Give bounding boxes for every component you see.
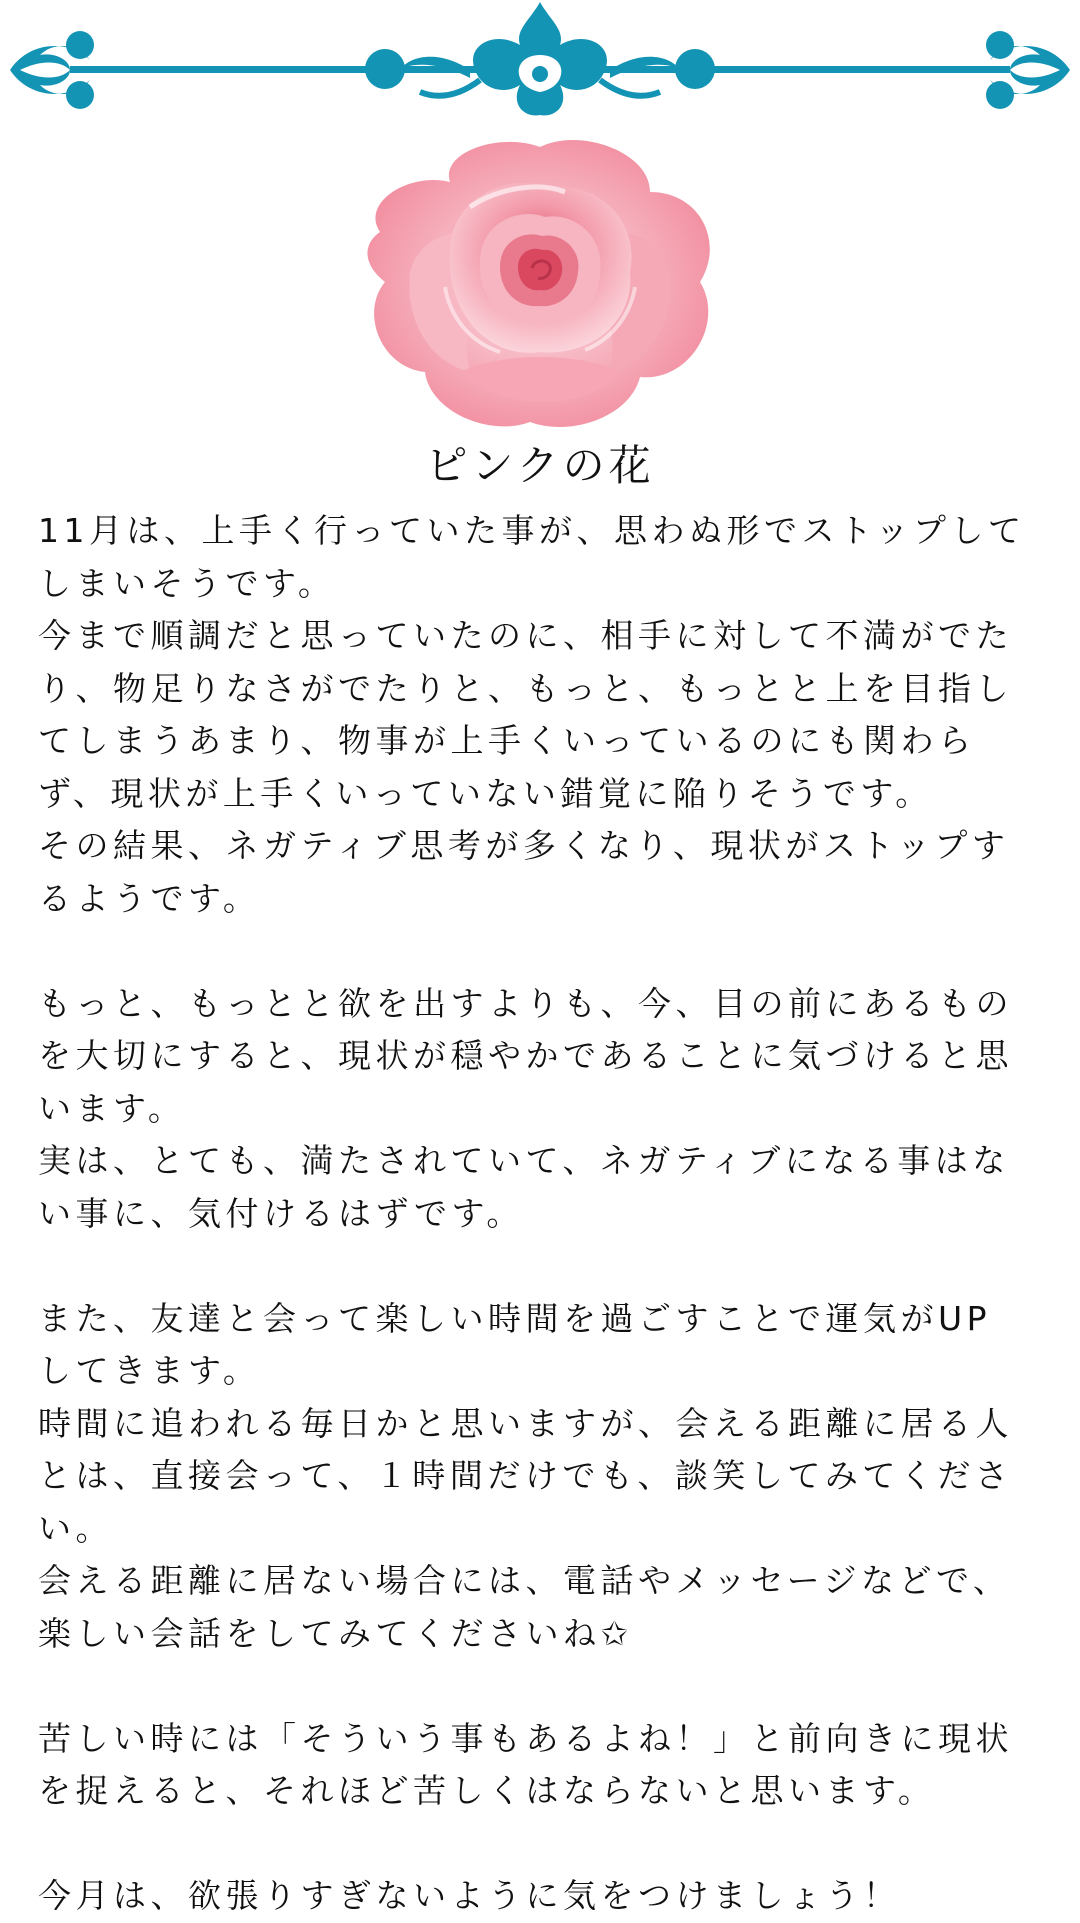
text-line: り、物足りなさがでたりと、もっと、もっとと上を目指し xyxy=(38,668,1013,708)
text-line: 楽しい会話をしてみてくださいね✩ xyxy=(38,1613,633,1653)
text-line: してきます。 xyxy=(38,1351,261,1390)
blank-line xyxy=(38,1240,1038,1293)
text-line: てしまうあまり、物事が上手くいっているのにも関わら xyxy=(38,721,976,760)
text-line: 実は、とても、満たされていて、ネガティブになる事はな xyxy=(38,1141,1010,1180)
text-line: い。 xyxy=(38,1508,113,1548)
text-line: い事に、気付けるはずです。 xyxy=(38,1193,524,1233)
blank-line xyxy=(38,1818,1038,1871)
text-line: を捉えると、それほど苦しくはならないと思います。 xyxy=(38,1771,936,1810)
text-line: また、友達と会って楽しい時間を過ごすことで運気がUP xyxy=(38,1298,992,1338)
blank-line xyxy=(38,1660,1038,1713)
text-line: るようです。 xyxy=(38,878,261,918)
text-line: その結果、ネガティブ思考が多くなり、現状がストップす xyxy=(38,826,1010,865)
text-line: 苦しい時には「そういう事もあるよね！」と前向きに現状 xyxy=(38,1718,1013,1758)
text-line: 今月は、欲張りすぎないように気をつけましょう！ xyxy=(38,1876,901,1915)
page-title: ピンクの花 xyxy=(425,441,655,490)
text-line: 時間に追われる毎日かと思いますが、会える距離に居る人 xyxy=(38,1403,1013,1443)
text-line: 今まで順調だと思っていたのに、相手に対して不満がでた xyxy=(38,616,1013,655)
text-line: とは、直接会って、１時間だけでも、談笑してみてくださ xyxy=(38,1456,1013,1495)
text-line: しまいそうです。 xyxy=(38,563,336,603)
pink-rose-icon xyxy=(350,112,730,442)
text-line: を大切にすると、現状が穏やかであることに気づけると思 xyxy=(38,1036,1013,1075)
text-line: います。 xyxy=(38,1088,186,1128)
body-text xyxy=(38,505,1038,1923)
text-line: もっと、もっとと欲を出すよりも、今、目の前にあるもの xyxy=(38,983,1013,1023)
scroll-ornament-icon xyxy=(0,0,1080,120)
text-line: 11月は、上手く行っていた事が、思わぬ形でストップして xyxy=(38,511,1026,550)
text-line: ず、現状が上手くいっていない錯覚に陥りそうです。 xyxy=(38,773,933,813)
text-line: 会える距離に居ない場合には、電話やメッセージなどで、 xyxy=(38,1561,1011,1600)
blank-line xyxy=(38,925,1038,978)
